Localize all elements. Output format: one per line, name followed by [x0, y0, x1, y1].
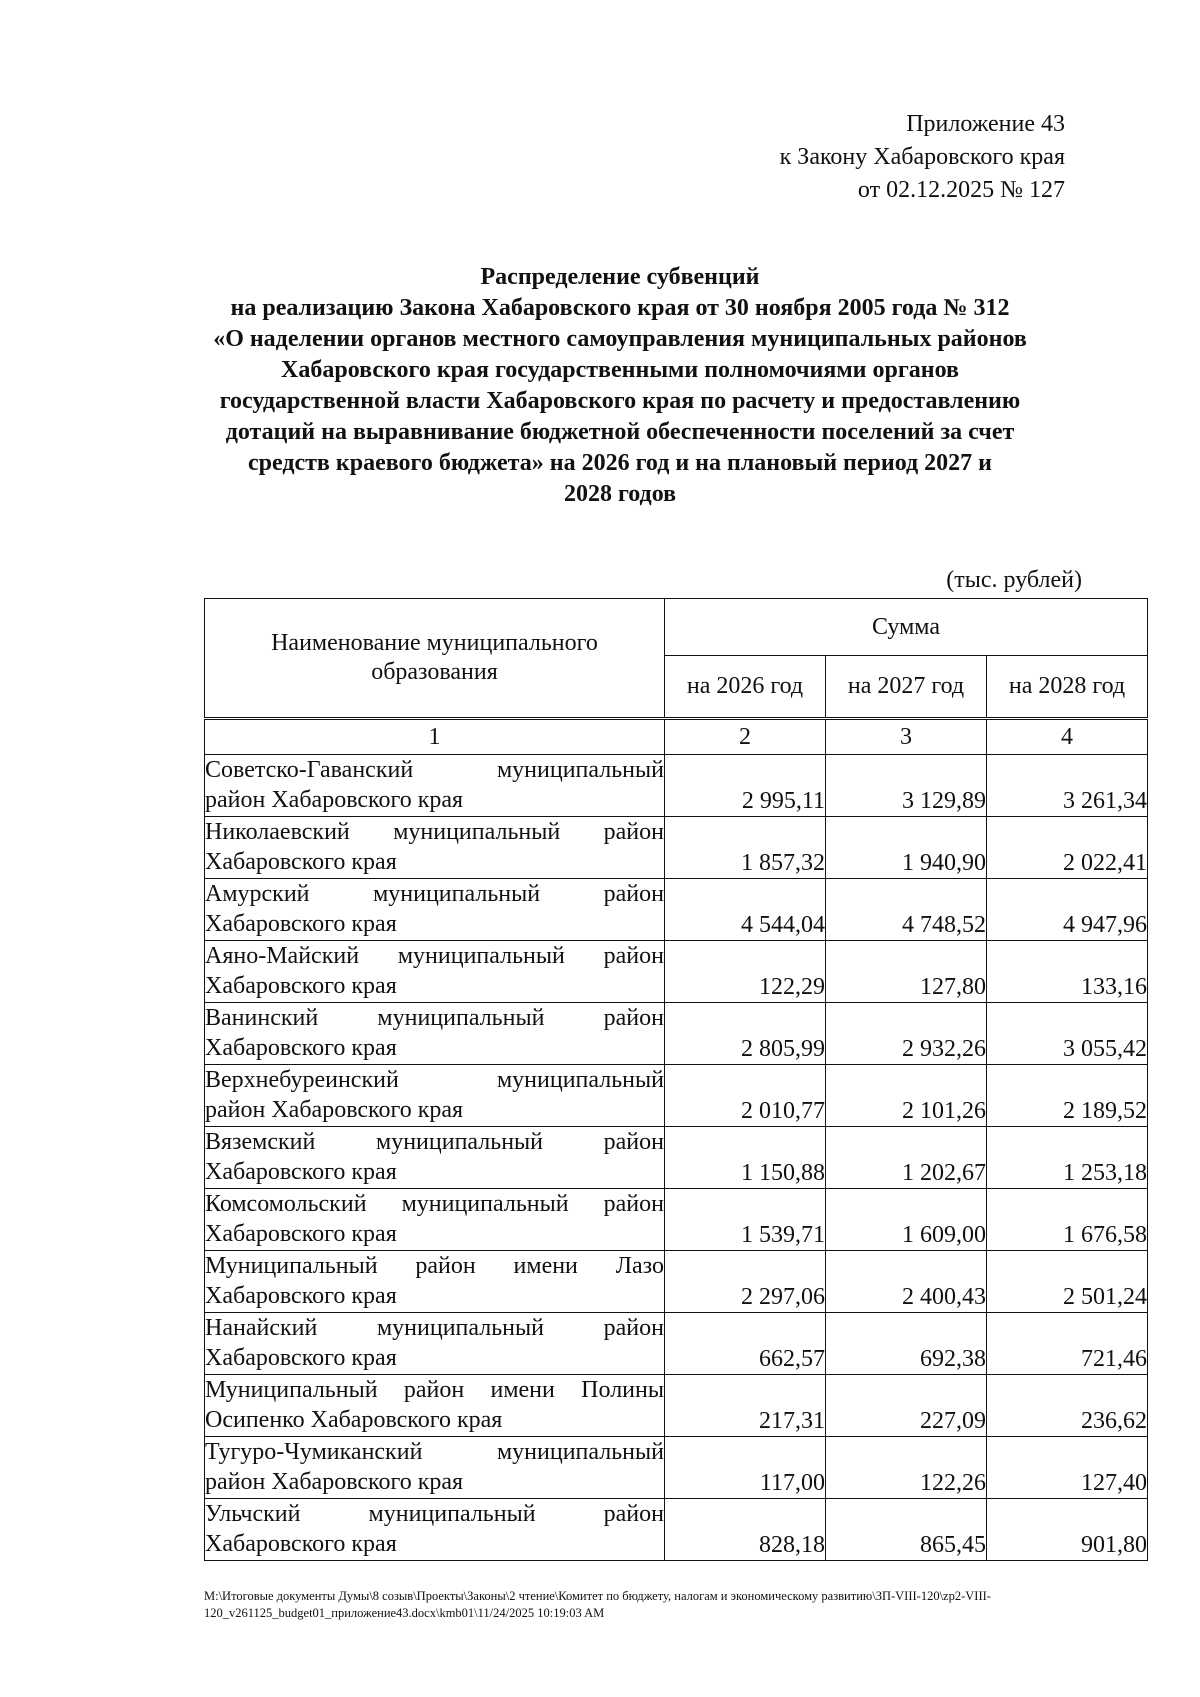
municipality-name-line2: район Хабаровского края	[205, 787, 464, 813]
municipality-name-line1	[205, 1003, 664, 1033]
municipality-name-line1	[205, 941, 664, 971]
appendix-header	[780, 108, 1065, 207]
amount-2027: 1 609,00	[826, 1189, 987, 1251]
municipality-name-line2: район Хабаровского края	[205, 1469, 464, 1495]
municipality-name-line2: Хабаровского края	[205, 1283, 397, 1309]
municipality-name-line2: Хабаровского края	[205, 973, 397, 999]
municipality-name-line1	[205, 1437, 664, 1467]
municipality-name-line2: Хабаровского края	[205, 911, 397, 937]
municipality-name	[205, 1065, 665, 1127]
header-year-2027: на 2027 год	[826, 656, 987, 719]
amount-2027: 227,09	[826, 1375, 987, 1437]
amount-2028: 1 253,18	[987, 1127, 1148, 1189]
appendix-number: Приложение 43	[906, 111, 1065, 137]
amount-2026: 122,29	[665, 941, 826, 1003]
table-row	[205, 879, 1148, 941]
name-word: район	[403, 1377, 465, 1403]
amount-2027: 2 400,43	[826, 1251, 987, 1313]
municipality-name	[205, 1189, 665, 1251]
title-line: средств краевого бюджета» на 2026 год и на плановый период 2027 и	[248, 450, 992, 476]
amount-2027: 1 202,67	[826, 1127, 987, 1189]
amount-2027: 1 940,90	[826, 817, 987, 879]
name-word: Вяземский	[205, 1129, 316, 1155]
name-word: район	[603, 1005, 664, 1031]
municipality-name-line1	[205, 1313, 664, 1343]
table-row	[205, 1189, 1148, 1251]
municipality-name-line1	[205, 1065, 664, 1095]
title-line: на реализацию Закона Хабаровского края от 30 ноября 2005 года № 312	[230, 295, 1010, 321]
name-word: Амурский	[205, 881, 310, 907]
name-word: район	[415, 1253, 476, 1279]
amount-2027: 127,80	[826, 941, 987, 1003]
amount-2026: 1 539,71	[665, 1189, 826, 1251]
name-word: муниципальный	[377, 1005, 545, 1031]
municipality-name-line1	[205, 1189, 664, 1219]
table-row	[205, 1499, 1148, 1561]
amount-2026: 1 150,88	[665, 1127, 826, 1189]
municipality-name	[205, 1375, 665, 1437]
name-word: Аяно-Майский	[205, 943, 360, 969]
municipality-name-line1	[205, 1499, 664, 1529]
name-word: имени	[513, 1253, 578, 1279]
footer-line: 120_v261125_budget01_приложение43.docx\kmb01\11/24/2025 10:19:03 AM	[204, 1606, 605, 1620]
name-word: муниципальный	[376, 1129, 544, 1155]
name-word: муниципальный	[496, 1439, 664, 1465]
column-number: 3	[826, 719, 987, 755]
appendix-law-date: от 02.12.2025 № 127	[857, 177, 1065, 203]
name-word: Тугуро-Чумиканский	[205, 1439, 423, 1465]
amount-2027: 692,38	[826, 1313, 987, 1375]
amount-2026: 1 857,32	[665, 817, 826, 879]
name-word: муниципальный	[373, 881, 541, 907]
amount-2027: 122,26	[826, 1437, 987, 1499]
amount-2028: 2 501,24	[987, 1251, 1148, 1313]
document-title	[190, 262, 1050, 510]
amount-2027: 4 748,52	[826, 879, 987, 941]
municipality-name	[205, 817, 665, 879]
amount-2026: 662,57	[665, 1313, 826, 1375]
municipality-name	[205, 755, 665, 817]
amount-2026: 2 010,77	[665, 1065, 826, 1127]
table-row	[205, 1251, 1148, 1313]
municipality-name-line1	[205, 1375, 664, 1405]
municipality-name	[205, 1437, 665, 1499]
amount-2027: 865,45	[826, 1499, 987, 1561]
table-row	[205, 1375, 1148, 1437]
municipality-name-line2: Хабаровского края	[205, 1035, 397, 1061]
name-word: Полины	[581, 1377, 664, 1403]
table-row	[205, 755, 1148, 817]
name-word: район	[603, 943, 664, 969]
footer-line: М:\Итоговые документы Думы\8 созыв\Проекты\Законы\2 чтение\Комитет по бюджету, налогам и экономическому развитию\ЗП-VIII-120\zp2-VIII-	[204, 1589, 991, 1603]
amount-2028: 127,40	[987, 1437, 1148, 1499]
table-row	[205, 1313, 1148, 1375]
municipality-name-line2: Хабаровского края	[205, 1159, 397, 1185]
header-sum: Сумма	[665, 599, 1148, 656]
amount-2028: 2 022,41	[987, 817, 1148, 879]
amount-2028: 901,80	[987, 1499, 1148, 1561]
title-line: государственной власти Хабаровского края по расчету и предоставлению	[219, 388, 1021, 414]
amount-2026: 117,00	[665, 1437, 826, 1499]
municipality-name-line1	[205, 755, 664, 785]
name-word: район	[603, 1191, 664, 1217]
table-row	[205, 941, 1148, 1003]
name-word: Николаевский	[205, 819, 350, 845]
name-word: район	[603, 1315, 664, 1341]
amount-2026: 2 995,11	[665, 755, 826, 817]
table-row	[205, 1127, 1148, 1189]
title-line: «О наделении органов местного самоуправления муниципальных районов	[213, 326, 1027, 352]
municipality-name	[205, 1251, 665, 1313]
header-year-2028: на 2028 год	[987, 656, 1148, 719]
name-word: район	[603, 819, 664, 845]
amount-2027: 2 932,26	[826, 1003, 987, 1065]
municipality-name	[205, 879, 665, 941]
amount-2028: 3 055,42	[987, 1003, 1148, 1065]
amount-2028: 1 676,58	[987, 1189, 1148, 1251]
name-word: район	[603, 881, 664, 907]
municipality-name-line2: Хабаровского края	[205, 1345, 397, 1371]
column-number-row	[205, 719, 1148, 755]
municipality-name	[205, 1127, 665, 1189]
municipality-name-line1	[205, 817, 664, 847]
municipality-name-line2: Хабаровского края	[205, 1221, 397, 1247]
amount-2028: 4 947,96	[987, 879, 1148, 941]
column-number: 2	[665, 719, 826, 755]
name-word: Советско-Гаванский	[205, 757, 414, 783]
title-line: дотаций на выравнивание бюджетной обеспеченности поселений за счет	[225, 419, 1015, 445]
table-row	[205, 1003, 1148, 1065]
amount-2028: 2 189,52	[987, 1065, 1148, 1127]
amount-2028: 3 261,34	[987, 755, 1148, 817]
units-label: (тыс. рублей)	[946, 567, 1082, 593]
header-municipality-name: Наименование муниципального образования	[205, 599, 665, 719]
amount-2028: 236,62	[987, 1375, 1148, 1437]
amount-2027: 3 129,89	[826, 755, 987, 817]
amount-2026: 4 544,04	[665, 879, 826, 941]
municipality-name	[205, 941, 665, 1003]
name-word: имени	[490, 1377, 555, 1403]
municipality-name-line1	[205, 879, 664, 909]
name-word: Верхнебуреинский	[205, 1067, 399, 1093]
amount-2026: 2 297,06	[665, 1251, 826, 1313]
name-word: муниципальный	[397, 943, 565, 969]
name-word: муниципальный	[496, 1067, 664, 1093]
title-line: Хабаровского края государственными полномочиями органов	[281, 357, 959, 383]
municipality-name-line2: район Хабаровского края	[205, 1097, 464, 1123]
name-word: муниципальный	[401, 1191, 569, 1217]
column-number: 1	[205, 719, 665, 755]
name-word: Муниципальный	[205, 1377, 378, 1403]
header-year-2026: на 2026 год	[665, 656, 826, 719]
amount-2027: 2 101,26	[826, 1065, 987, 1127]
name-word: Ульчский	[205, 1501, 301, 1527]
name-word: муниципальный	[496, 757, 664, 783]
file-path-footer	[204, 1588, 1149, 1622]
amount-2028: 721,46	[987, 1313, 1148, 1375]
title-line: 2028 годов	[563, 481, 677, 507]
amount-2026: 217,31	[665, 1375, 826, 1437]
name-word: Муниципальный	[205, 1253, 378, 1279]
municipality-name-line2: Осипенко Хабаровского края	[205, 1407, 503, 1433]
column-number: 4	[987, 719, 1148, 755]
municipality-name-line2: Хабаровского края	[205, 1531, 397, 1557]
municipality-name-line1	[205, 1251, 664, 1281]
municipality-name	[205, 1499, 665, 1561]
appendix-law-ref: к Закону Хабаровского края	[779, 144, 1065, 170]
amount-2028: 133,16	[987, 941, 1148, 1003]
name-word: муниципальный	[393, 819, 561, 845]
name-word: Ванинский	[205, 1005, 319, 1031]
title-line: Распределение субвенций	[480, 264, 760, 290]
name-word: Лазо	[615, 1253, 664, 1279]
name-word: муниципальный	[376, 1315, 544, 1341]
name-word: Нанайский	[205, 1315, 318, 1341]
municipality-name-line2: Хабаровского края	[205, 849, 397, 875]
subsidy-table	[204, 598, 1148, 1561]
amount-2026: 2 805,99	[665, 1003, 826, 1065]
name-word: муниципальный	[368, 1501, 536, 1527]
municipality-name	[205, 1003, 665, 1065]
amount-2026: 828,18	[665, 1499, 826, 1561]
municipality-name	[205, 1313, 665, 1375]
name-word: район	[603, 1501, 664, 1527]
name-word: Комсомольский	[205, 1191, 367, 1217]
name-word: район	[603, 1129, 664, 1155]
municipality-name-line1	[205, 1127, 664, 1157]
table-row	[205, 817, 1148, 879]
table-row	[205, 1065, 1148, 1127]
table-row	[205, 1437, 1148, 1499]
